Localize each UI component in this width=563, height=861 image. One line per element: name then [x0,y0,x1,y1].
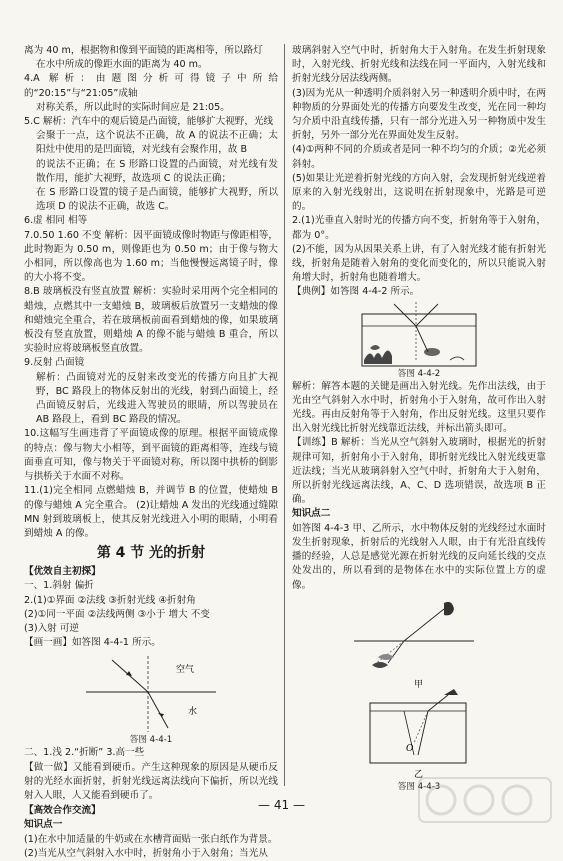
text-line: (2)①同一平面 ②法线两侧 ③小于 增大 不变 [24,608,210,620]
text-line: (5)如果让光逆着折射光线的方向入射，会发现折射光线逆着原来的入射光线射出，这说明在折射现象中，光路是可逆的。 [292,172,546,213]
text-line: 解析：解答本题的关键是画出入射光线。先作出法线，由于光由空气斜射入水中时，折射角小于入射角，故可作出入射光线。再由反射角等于入射角，作出反射光线。这里只要作出入射光线比折射光线靠近法线，并标出箭头即可。 [292,380,546,435]
watermark-circle-icon [503,786,531,814]
text-line: (3)因为光从一种透明介质斜射入另一种透明介质中时，在两种物质的分界面处光的传播方向要发生改变，光在同一种均匀介质中沿直线传播，只有一部分光进入另一种物质中发生折射，另外一部分光在界面处发生反射。 [292,87,546,142]
fish-icon [370,345,380,350]
heading-cooperation: 【高效合作交流】 [24,805,101,817]
section-title: 第 4 节 光的折射 [96,545,206,562]
answer-7: 7.0.50 1.60 不变 解析：因平面镜成像时物距与像距相等，此时物距为 0.50 m，则像距也为 0.50 m；由于像与物大小相同，所以像高也为 1.60 m；当他慢慢远离镜子时，像的大小将不变。 [24,229,278,284]
do-it-answer: 【做一做】又能看到硬币。产生这种现象的原因是从硬币反射的光经水面折射，折射光线远离法线向下偏折，所以光线射入人眼，人又能看到硬币了。 [24,761,278,801]
plant-icon [364,350,392,364]
answer-5-cont: 的说法不正确；在 S 形路口设置的凸面镜，对光线有发散作用，能扩大视野，故选项 C 的说法正确； [36,158,278,184]
answer-8: 8.B 玻璃板没有竖直放置 解析：实验时采用两个完全相同的蜡烛，点燃其中一支蜡烛 B，玻璃板后放置另一支蜡烛的像和蜡烛完全重合，若在玻璃板前面看到蜡烛的像，如果玻璃板没有竖直放置，则蜡烛 A 的像不能与蜡烛 B 重合，所以实验时应将玻璃板竖直放置。 [24,286,278,355]
extension-line [414,711,428,743]
knowledge-point-2: 知识点二 [292,508,331,520]
reflected-ray [416,304,438,326]
text-line: (2)不能，因为从因果关系上讲，有了入射光线才能有折射光线，折射角是随着入射角的变化而变化的，所以只能说入射角增大时，折射角也随着增大。 [292,243,546,284]
answer-10: 10.这幅写生画违背了平面镜成像的原理。根据平面镜成像的特点：像与物大小相等，到平面镜的距离相等，连线与镜面垂直可知，像与物关于平面镜对称，所以图中拱桥的倒影与拱桥关于水面不对称。 [24,428,278,483]
eye-icon [444,602,454,616]
rock-icon [450,357,464,360]
answer-4-cont: 对称关系，所以此时的实际时间应是 21:05。 [36,101,230,113]
answer-4: 4.A 解析：由题图分析可得镜子中所给的“20:15”与“21:05”成轴 [24,73,278,99]
text-line: 2.(1)光垂直入射时光的传播方向不变，折射角等于入射角，都为 0°。 [292,215,546,241]
training-answer: 【训练】B 解析：当光从空气斜射入玻璃时，根据光的折射规律可知，折射角小于入射角，即折射光线比入射光线更靠近法线；当光从玻璃斜射入空气中时，折射角大于入射角，所以折射光线远离法线，A、C、D 选项错误，故选项 B 正确。 [292,437,546,506]
aquarium-diagram-4-4-2 [356,302,482,368]
label-o: O [406,743,414,754]
text-line: 在水中所成的像距水面的距离为 40 m。 [36,59,208,71]
fish-icon [372,662,388,668]
label-water: 水 [188,707,198,718]
answer-5-cont: 会聚于一点，这个说法不正确，故 A 的说法不正确；太阳灶中使用的是凹面镜，对光线有会聚作用，故 B [36,130,278,156]
watermark-circle-icon [427,786,455,814]
text-line: 2.(1)①界面 ②法线 ③折射光线 ④折射角 [24,594,196,606]
refraction-diagram-4-4-3 [344,595,494,781]
eye-icon [444,689,458,695]
figure-caption: 答图 4-4-2 [397,368,441,379]
text-line: (4)①两种不同的介质或者是同一种不均匀的介质；②光必须斜射。 [292,144,546,170]
left-column [24,44,278,861]
text-line: 如答图 4-4-3 甲、乙所示，水中物体反射的光线经过水面时发生折射现象，折射后的光线射入人眼，由于有光沿直线传播的经验，人总是感觉光源在折射光线的反向延长线的交点处发出的，所以看到的是物体在水中的实际位置上方的虚像。 [292,522,546,591]
text-line: 一、1.斜射 偏折 [24,580,94,592]
answer-9-cont: 解析：凸面镜对光的反射来改变光的传播方向且扩大视野，BC 路段上的物体反射出的光线，射到凸面镜上，经凸面镜反射后，光线进入驾驶员的眼睛，所以驾驶员在 AB 路段上，看到 BC 路段的情况。 [36,371,278,426]
incident-ray [112,660,148,692]
watermark-circle-icon [465,786,493,814]
label-yi: 乙 [414,769,424,780]
watermark-logo [417,776,553,824]
answer-5-cont: 在 S 形路口设置的镜子是凸面镜，能够扩大视野，所以选项 D 的说法不正确，故选 C。 [36,187,278,213]
incident-ray [394,304,416,326]
fish-image-icon [378,654,394,660]
label-jia: 甲 [414,679,424,690]
figure-caption: 答图 4-4-1 [129,735,173,746]
figure-caption: 答图 4-4-3 [397,781,441,792]
text-line: (2)当光从空气斜射入水中时，折射角小于入射角；当光从 [24,847,268,859]
refracted-ray [148,692,168,728]
answer-5: 5.C 解析：汽车中的观后镜是凸面镜，能够扩大视野，光线 [24,116,274,128]
refracted-ray [404,609,444,641]
knowledge-point-1: 知识点一 [24,819,63,831]
heading-self-study: 【优效自主初探】 [24,566,101,578]
right-column [292,44,546,793]
refraction-diagram-4-4-1 [76,652,226,734]
text-line: 离为 40 m，根据物和像到平面镜的距离相等，所以路灯 [24,45,263,56]
text-line: 二、1.浅 2.“折断” 3.高一些 [24,747,145,759]
text-line: 玻璃斜射入空气中时，折射角大于入射角。在发生折射现象时，入射光线、折射光线和法线在同一平面内，入射光线和折射光线分居法线两侧。 [292,45,546,85]
refracted-ray [416,326,428,352]
answer-6: 6.虚 相同 相等 [24,215,88,227]
page-number: — 41 — [258,798,305,812]
answer-11: 11.(1)完全相同 点燃蜡烛 B，并调节 B 的位置，使蜡烛 B 的像与蜡烛 A 完全重合。 (2)让蜡烛 A 发出的光线通过缝隙 MN 射到玻璃板上，使其反射光线进入小明的眼睛，小明看到蜡烛 A 的像。 [24,485,278,539]
label-air: 空气 [176,665,195,676]
text-line: (3)入射 可逆 [24,622,80,634]
example-heading: 【典例】如答图 4-4-2 所示。 [292,286,420,298]
column-divider [284,44,285,786]
text-line: (1)在水中加适量的牛奶或在水槽背面贴一张白纸作为背景。 [24,833,278,845]
text-line: 【画一画】如答图 4-4-1 所示。 [24,637,161,649]
answer-9: 9.反射 凸面镜 [24,357,85,369]
incident-ray [418,711,428,755]
